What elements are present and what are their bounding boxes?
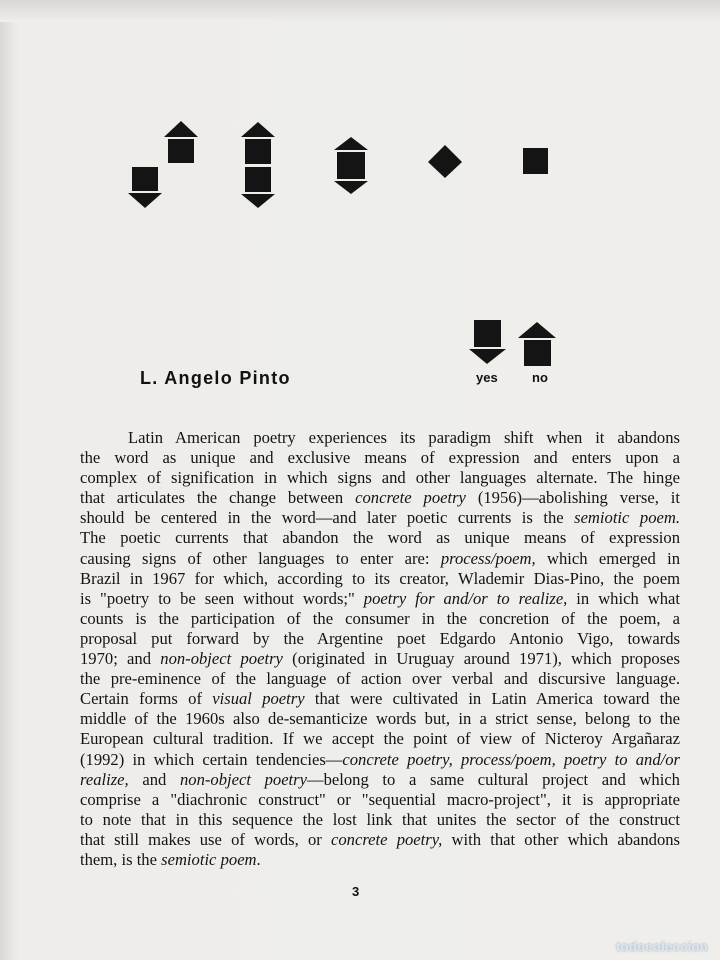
body-line <box>80 488 680 508</box>
up-arrow-icon <box>164 121 198 137</box>
text-run: complex of signification in which signs and other languages alternate. The hinge <box>80 468 680 488</box>
body-line <box>80 810 680 830</box>
body-line <box>80 729 680 749</box>
up-arrow-icon <box>334 137 368 150</box>
text-run: Brazil in 1967 for which, according to its creator, Wlademir Dias-Pino, the poem <box>80 568 680 588</box>
page-number: 3 <box>352 884 360 899</box>
no-caption: no <box>532 370 548 385</box>
body-line <box>80 850 680 870</box>
text-run: that still makes use of words, or <box>80 829 331 849</box>
text-run: (originated in Uruguay around 1971), which proposes <box>282 649 680 669</box>
short-up-down-arrow-glyph <box>334 137 368 194</box>
yes-down-arrow-glyph <box>469 320 506 364</box>
body-line <box>80 589 680 609</box>
body-line <box>80 549 680 569</box>
body-line <box>80 428 680 448</box>
text-run: that articulates the change between <box>80 488 356 508</box>
text-run: should be centered in the word—and later poetic currents is the <box>80 508 575 528</box>
semiotic-poem-graphic <box>0 0 720 420</box>
italic-term: process/poem, <box>440 548 536 568</box>
glyph-square <box>524 340 551 366</box>
text-run: . <box>256 849 261 869</box>
italic-term: non-object poetry <box>179 769 307 789</box>
text-run: causing signs of other languages to enter are: <box>80 548 441 568</box>
up-arrow-icon <box>241 122 275 137</box>
body-line <box>80 669 680 689</box>
body-line <box>80 629 680 649</box>
down-arrow-icon <box>241 194 275 208</box>
italic-term: semiotic <box>161 849 217 869</box>
text-run: proposal put forward by the Argentine poet Edgardo Antonio Vigo, towards <box>80 628 680 648</box>
glyph-square <box>132 167 158 191</box>
text-run: the word as unique and exclusive means of expression and enters upon a <box>80 448 680 468</box>
text-run: The poetic currents that abandon the word as unique means of expression <box>80 528 680 548</box>
italic-term: poem <box>220 849 257 869</box>
italic-term: semiotic poem. <box>574 508 680 528</box>
italic-term: poetry for and/or to realize, <box>363 588 568 608</box>
body-line <box>80 528 680 548</box>
glyph-square <box>474 320 501 347</box>
up-arrow-square-glyph <box>164 121 198 163</box>
up-arrow-icon <box>518 322 556 338</box>
yes-caption: yes <box>476 370 498 385</box>
glyph-square <box>337 152 365 179</box>
body-line <box>80 750 680 770</box>
text-run: —belong to a same cultural project and which <box>307 769 680 789</box>
italic-term: concrete poetry <box>355 488 466 508</box>
text-run: with that other which abandons <box>442 829 680 849</box>
text-run: comprise a "diachronic construct" or "sequential macro-project", it is appropriate <box>80 789 680 809</box>
watermark: todocoleccion <box>615 939 708 954</box>
italic-term: non-object poetry <box>160 649 283 669</box>
body-line <box>80 709 680 729</box>
text-run: that were cultivated in Latin America toward the <box>304 689 680 709</box>
down-arrow-square-glyph <box>128 167 162 208</box>
body-line <box>80 448 680 468</box>
body-line <box>80 609 680 629</box>
text-run: (1956)—abolishing verse, it <box>465 488 680 508</box>
body-line <box>80 830 680 850</box>
down-arrow-icon <box>128 193 162 208</box>
text-run: middle of the 1960s also de-semanticize words but, in a strict sense, belong to the <box>80 709 680 729</box>
text-run: them, is the <box>80 849 162 869</box>
text-run: which emerged in <box>535 548 681 568</box>
text-run: Latin American poetry experiences its paradigm shift when it abandons <box>128 428 680 447</box>
italic-term: concrete poetry, <box>331 829 443 849</box>
text-run: to note that in this sequence the lost link that unites the sector of the construct <box>80 809 680 829</box>
text-run: counts is the participation of the consumer in the concretion of the poem, a <box>80 608 680 628</box>
body-line <box>80 649 680 669</box>
tall-up-down-arrow-glyph <box>241 122 275 208</box>
text-run: 1970; and <box>80 649 161 669</box>
no-up-arrow-glyph <box>518 322 556 366</box>
body-line <box>80 508 680 528</box>
author-name: L. Angelo Pinto <box>140 368 291 388</box>
down-arrow-icon <box>334 181 368 194</box>
body-line <box>80 689 680 709</box>
italic-term: concrete poetry, process/poem, poetry to and/or <box>342 749 680 769</box>
text-run: (1992) in which certain tendencies— <box>80 749 343 769</box>
body-line <box>80 790 680 810</box>
italic-term: visual poetry <box>212 689 305 709</box>
square-glyph <box>523 148 548 174</box>
text-run: European cultural tradition. If we accept the point of view of Nicteroy Argañaraz <box>80 729 680 749</box>
text-run: and <box>128 769 180 789</box>
italic-term: realize, <box>80 769 129 789</box>
text-run: Certain forms of <box>80 689 213 709</box>
body-line <box>80 770 680 790</box>
body-line <box>80 569 680 589</box>
diamond-glyph <box>428 145 462 178</box>
down-arrow-icon <box>469 349 506 364</box>
text-run: the pre-eminence of the language of action over verbal and discursive language. <box>80 669 680 689</box>
glyph-square <box>168 139 194 163</box>
glyph-square <box>245 139 271 164</box>
glyph-square <box>245 167 271 192</box>
body-line <box>80 468 680 488</box>
body-paragraph <box>80 428 680 870</box>
text-run: in which what <box>567 588 680 608</box>
text-run: is "poetry to be seen without words;" <box>80 588 364 608</box>
